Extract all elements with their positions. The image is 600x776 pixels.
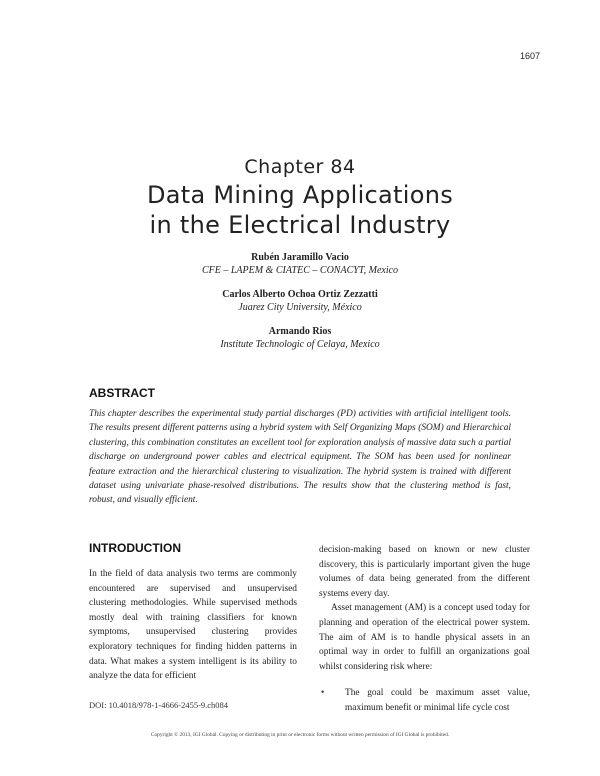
author-affiliation: Juarez City University, México	[238, 301, 362, 313]
author-3	[0, 326, 600, 351]
author-1	[0, 252, 600, 277]
bullet-item	[319, 686, 530, 715]
left-column	[89, 567, 297, 684]
author-name: Rubén Jaramillo Vacio	[251, 252, 349, 263]
author-affiliation: Institute Technologic of Celaya, Mexico	[220, 338, 380, 350]
copyright-notice: Copyright © 2013, IGI Global. Copying or distributing in print or electronic forms without written permission of IGI Global is prohibited.	[150, 732, 450, 738]
chapter-label: Chapter 84	[244, 156, 356, 178]
author-2	[0, 289, 600, 314]
author-name: Armando Rios	[268, 326, 332, 337]
author-name: Carlos Alberto Ochoa Ortiz Zezzatti	[222, 289, 378, 300]
page-number: 1607	[519, 51, 540, 61]
chapter-title-line-1: Data Mining Applications	[146, 181, 454, 209]
right-column	[319, 543, 530, 716]
author-affiliation: CFE – LAPEM & CIATEC – CONACYT, Mexico	[201, 264, 399, 276]
introduction-heading: INTRODUCTION	[89, 541, 181, 555]
intro-paragraph-2: decision-making based on known or new cluster discovery, this is particularly important given the huge volumes of data being generated from the different systems every day.	[319, 545, 530, 599]
bullet-icon: •	[321, 688, 325, 699]
bullet-text: The goal could be maximum asset value, maximum benefit or minimal life cycle cost	[345, 688, 530, 713]
bullet-list	[319, 686, 530, 715]
doi: DOI: 10.4018/978-1-4666-2455-9.ch084	[89, 700, 229, 710]
intro-paragraph-3: Asset management (AM) is a concept used today for planning and operation of the electrical power system. The aim of AM is to handle physical assets in an optimal way in order to fulfill an organizations goal whilst considering risk where:	[319, 603, 530, 672]
abstract-text: This chapter describes the experimental study partial discharges (PD) activities with artificial intelligent tools. The results present different patterns using a hybrid system with Self Organizing Maps (SOM) and Hierarchical clustering, this combination constitutes an excellent tool for exploration analysis of massive data such a partial discharge on underground power cables and electrical equipment. The SOM has been used for nonlinear feature extraction and the hierarchical clustering to visualization. The hybrid system is trained with different dataset using univariate phase-resolved distributions. The results show that the clustering method is fast, robust, and visually efficient.	[89, 409, 511, 506]
abstract-heading: ABSTRACT	[89, 386, 155, 400]
author-list	[0, 252, 600, 363]
chapter-title-line-2: in the Electrical Industry	[149, 211, 451, 239]
chapter-title	[0, 180, 600, 240]
intro-paragraph-1: In the field of data analysis two terms are commonly encountered are supervised and unsupervised clustering methodologies. While supervised methods mostly deal with training classifiers for known symptoms, unsupervised clustering provides exploratory techniques for finding hidden patterns in data. What makes a system intelligent is its ability to analyze the data for efficient	[89, 569, 297, 682]
